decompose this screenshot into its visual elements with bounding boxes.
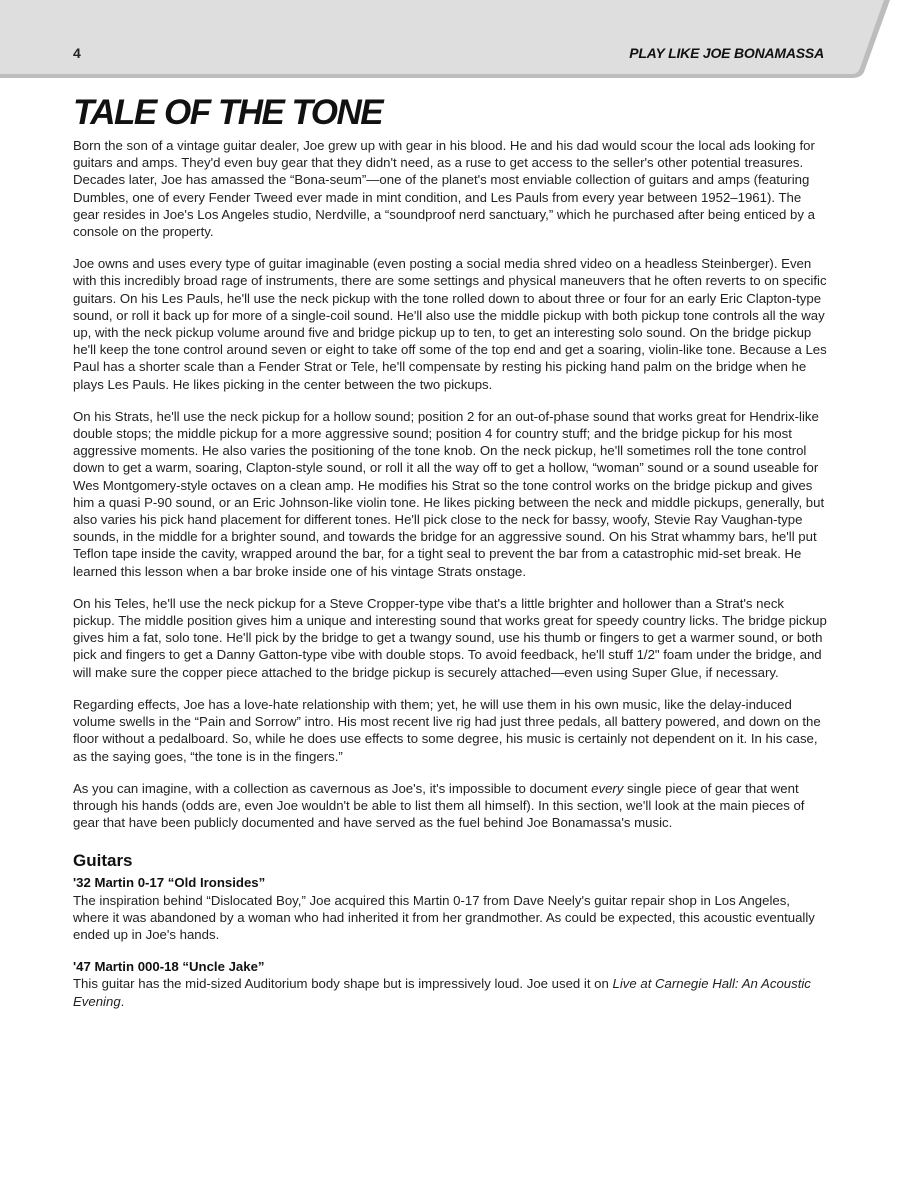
collection-text-start: As you can imagine, with a collection as cavernous as Joe's, it's impossible to document	[73, 780, 592, 796]
collection-text-end: single piece of gear that went through his hands (odds are, even Joe wouldn't be able to list them all himself). In this section, we'll look at the main pieces of gear that have been publicly documented and have served as the fuel behind Joe Bonamassa's music.	[73, 780, 805, 831]
guitars-heading: Guitars	[73, 851, 133, 871]
paragraph-collection	[73, 780, 829, 832]
header-band-shape	[0, 0, 900, 78]
guitar-text-uncle-jake	[73, 975, 829, 1009]
uncle-jake-album-title: Live at Carnegie Hall: An Acoustic Evening	[73, 976, 811, 1009]
guitar-title-old-ironsides: '32 Martin 0-17 “Old Ironsides”	[73, 875, 266, 891]
paragraph-strats: On his Strats, he'll use the neck pickup for a hollow sound; position 2 for an out-of-phase sound that works great for Hendrix-like double stops; the middle pickup for a more aggressive sound; position 4 for country stuff; and the bridge pickup for his most aggressive moments. He also varies the positioning of the tone knob. On the neck pickup, he'll sometimes roll the tone control down to get a warm, soaring, Clapton-style sound, or roll it all the way off to get a hollow, “woman” sound or a sound useable for Wes Montgomery-style octaves on a clean amp. He modifies his Strat so the tone control works on the bridge pickup and gives him a quasi P-90 sound, or an Eric Johnson-like violin tone. He likes picking between the neck and middle pickups, generally, but also varies his pick hand placement for different tones. He'll pick close to the neck for bassy, woofy, Stevie Ray Vaughan-type sounds, in the middle for a brighter sound, and towards the bridge for an aggressive sound. On his Strat whammy bars, he'll put Teflon tape inside the cavity, wrapped around the bar, for a tight seal to prevent the bar from a catastrophic mid-set break. He learned this lesson when a bar broke inside one of his vintage Strats onstage.	[73, 408, 825, 579]
header-band	[0, 0, 900, 78]
uncle-jake-text-start: This guitar has the mid-sized Auditorium body shape but is impressively loud. Joe used it on	[73, 976, 613, 992]
paragraph-les-pauls: Joe owns and uses every type of guitar imaginable (even posting a social media shred video on a headless Steinberger). Even with this incredibly broad rage of instruments, there are some settings and physical maneuvers that he often reverts to on specific guitars. On his Les Pauls, he'll use the neck pickup with the tone rolled down to about three or four for an early Eric Clapton-type sound, or roll it back up for more of a single-coil sound. He'll also use the middle pickup with both pickup tone controls all the way up, with the neck pickup volume around five and bridge pickup up to ten, to get an interesting solo sound. On the bridge pickup he'll keep the tone control around seven or eight to take off some of the top end and get a soaring, violin-like tone. Because a Les Paul has a shorter scale than a Fender Strat or Tele, he'll compensate by resting his picking hand palm on the bridge when he plays Les Pauls. He likes picking in the center between the two pickups.	[73, 256, 827, 392]
paragraph-teles: On his Teles, he'll use the neck pickup for a Steve Cropper-type vibe that's a little brighter and hollower than a Strat's neck pickup. The middle position gives him a unique and interesting sound that works great for speedy country licks. The bridge pickup gives him a fat, solo tone. He'll pick by the bridge to get a twangy sound, use his thumb or fingers to get a warmer sound, or both pick and fingers to get a Danny Gatton-type vibe with double stops. To avoid feedback, he'll stuff 1/2" foam under the bridge, and will make sure the copper piece attached to the bridge pickup is securely attached—even using Super Glue, if necessary.	[73, 595, 827, 680]
guitar-text-old-ironsides: The inspiration behind “Dislocated Boy,” Joe acquired this Martin 0-17 from Dave Neely's guitar repair shop in Los Angeles, where it was abandoned by a woman who had inherited it from her grandmother. As could be expected, this acoustic eventually ended up in Joe's hands.	[73, 892, 815, 942]
running-title: PLAY LIKE JOE BONAMASSA	[629, 45, 824, 61]
page-number: 4	[73, 45, 81, 61]
paragraph-intro: Born the son of a vintage guitar dealer, Joe grew up with gear in his blood. He and his dad would scour the local ads looking for guitars and amps. They'd even buy gear that they didn't need, as a ruse to get access to the seller's other potential treasures. Decades later, Joe has amassed the “Bona-seum”—one of the planet's most enviable collection of guitars and amps (featuring Dumbles, one of every Fender Tweed ever made in mint condition, and Les Pauls from every year between 1952–1961). The gear resides in Joe's Los Angeles studio, Nerdville, a “soundproof nerd sanctuary,” which he purchased after being enticed by a console on the property.	[73, 138, 815, 240]
section-title: TALE OF THE TONE	[73, 93, 383, 132]
uncle-jake-text-end: .	[120, 993, 125, 1009]
guitar-title-uncle-jake: '47 Martin 000-18 “Uncle Jake”	[73, 959, 265, 975]
paragraph-effects: Regarding effects, Joe has a love-hate relationship with them; yet, he will use them in his own music, like the delay-induced volume swells in the “Pain and Sorrow” intro. His most recent live rig had just three pedals, all battery powered, and down on the floor without a pedalboard. So, while he does use effects to some degree, his music is certainly not dependent on it. In his case, as the saying goes, “the tone is in the fingers.”	[73, 696, 821, 764]
article-body	[73, 93, 829, 1025]
collection-text-emphasis: every	[591, 780, 624, 796]
